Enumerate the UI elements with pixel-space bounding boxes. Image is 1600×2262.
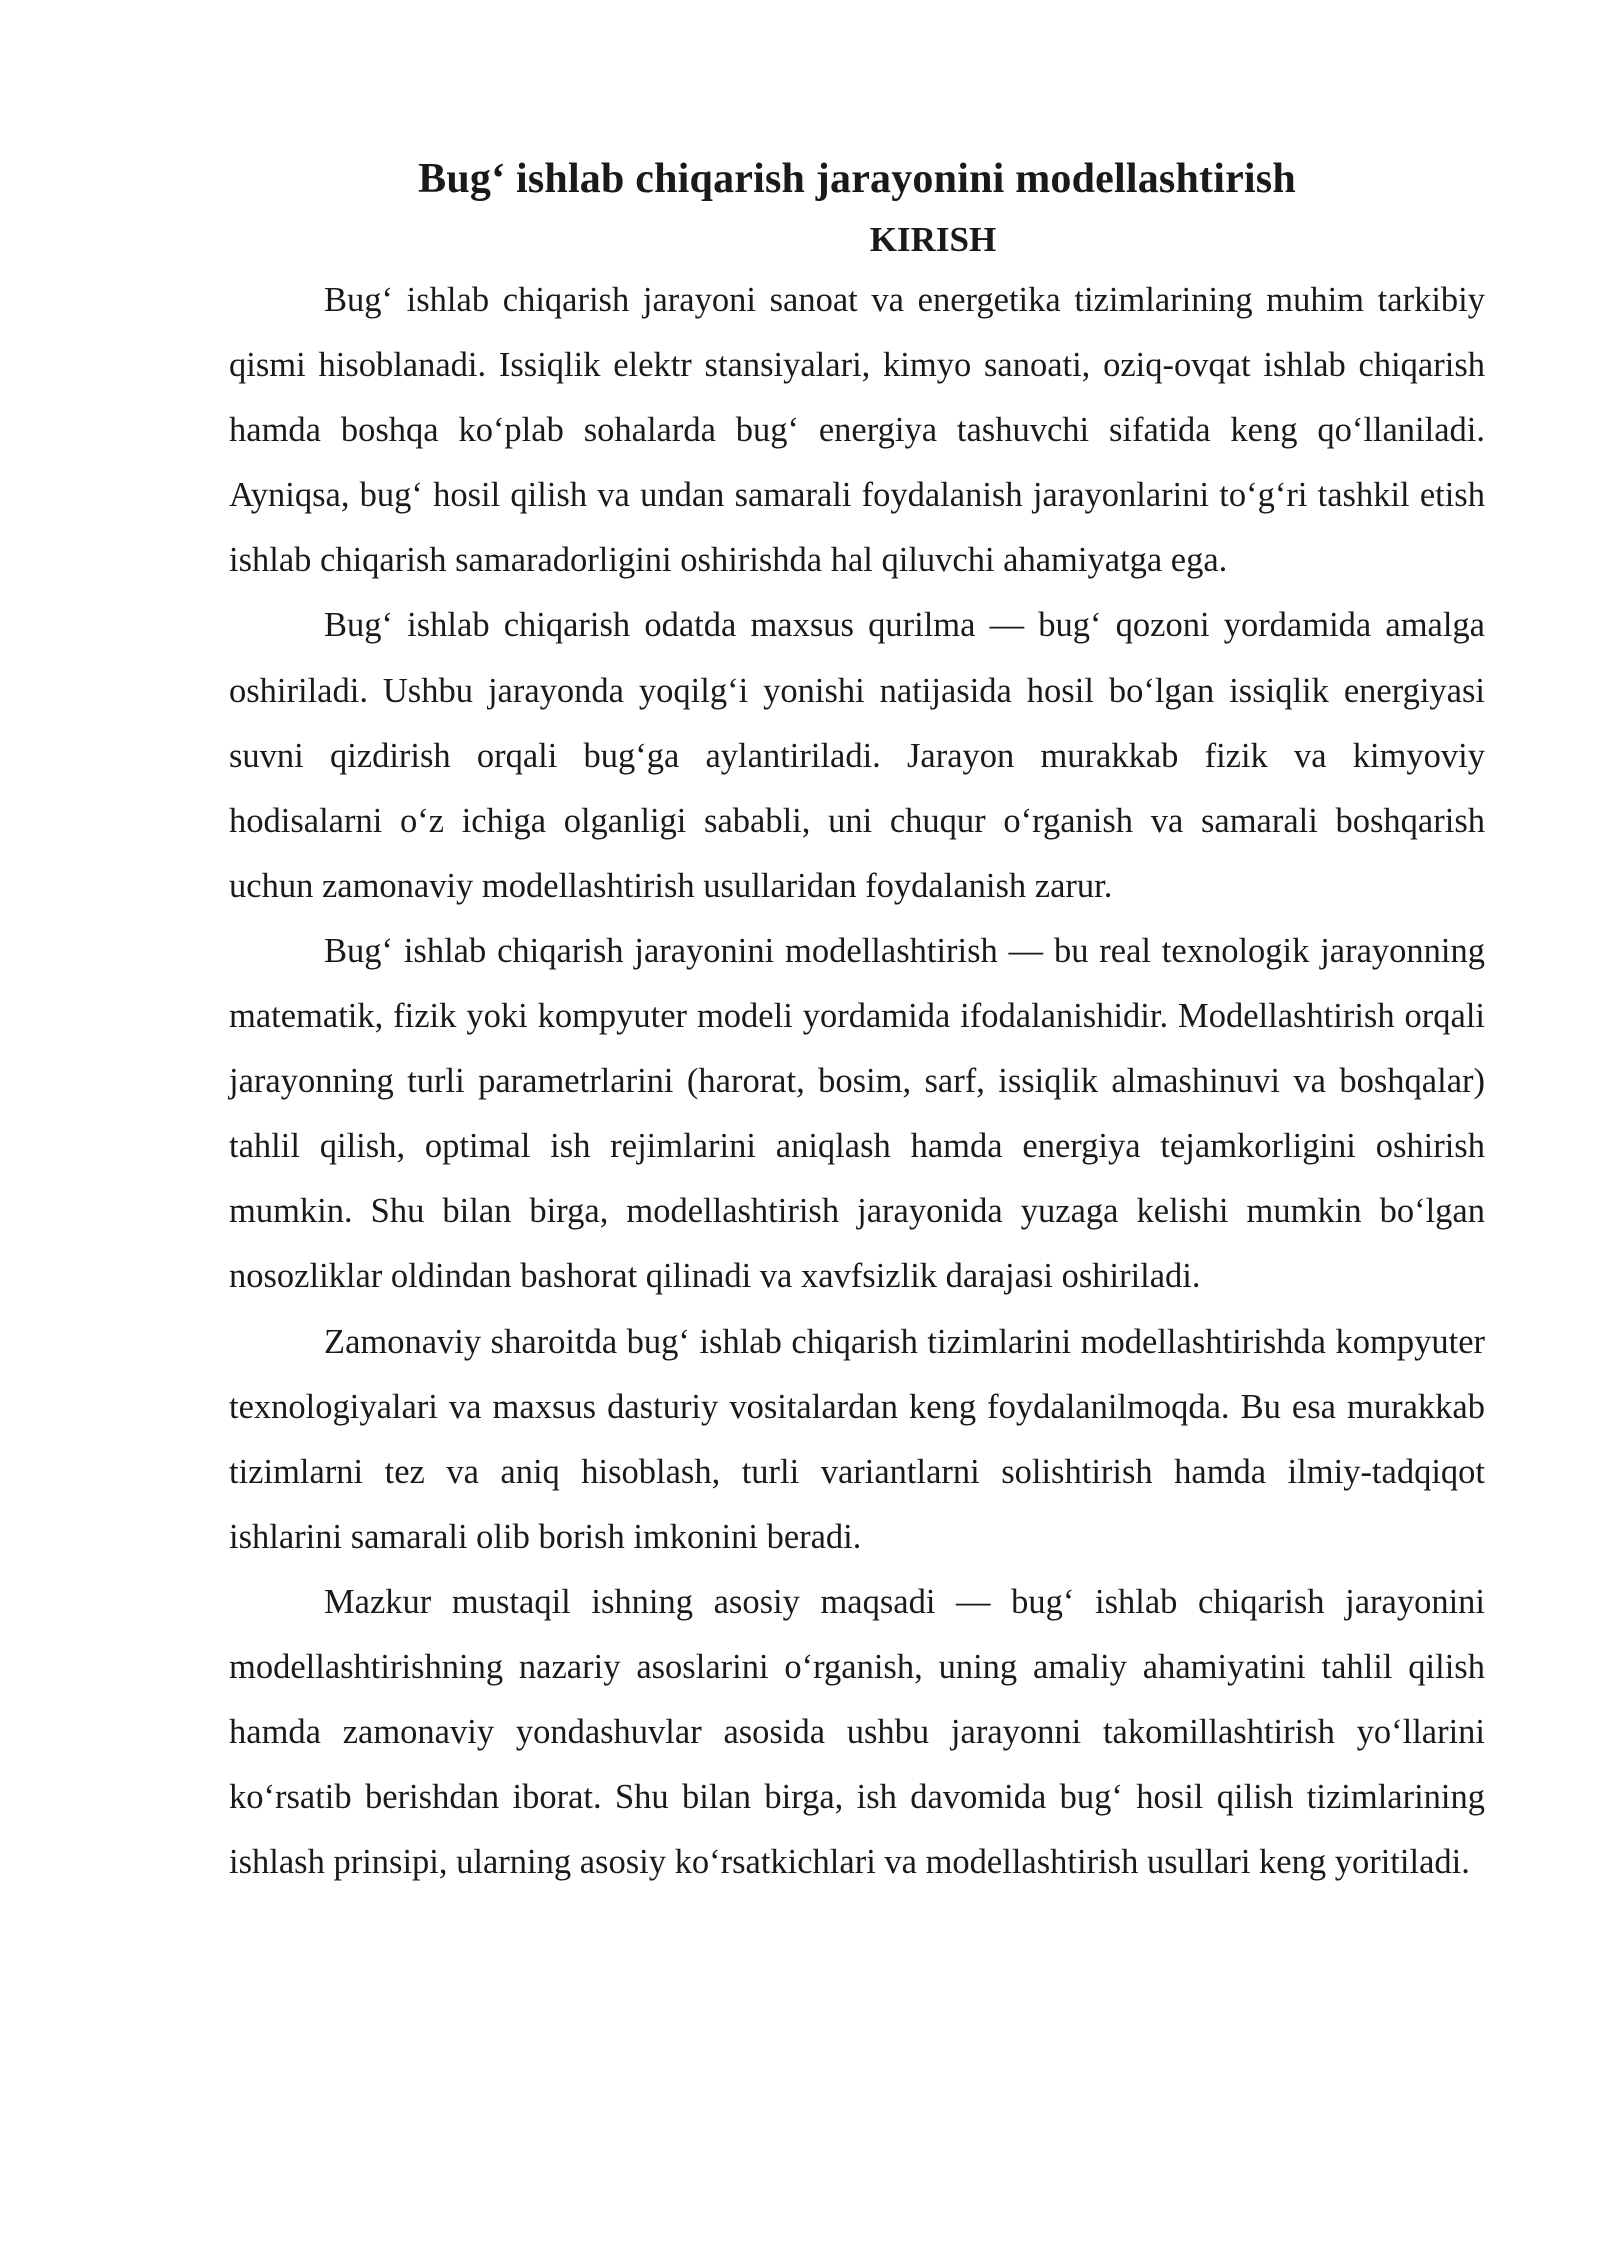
paragraph-2: Bug‘ ishlab chiqarish odatda maxsus qurilma — bug‘ qozoni yordamida amalga oshiriladi. Ushbu jarayonda yoqilg‘i yonishi natijasida hosil bo‘lgan issiqlik energiyasi suvni qizdirish orqali bug‘ga aylantiriladi. Jarayon murakkab fizik va kimyoviy hodisalarni o‘z ichiga olganligi sababli, uni chuqur o‘rganish va samarali boshqarish uchun zamonaviy modellashtirish usullaridan foydalanish zarur.	[229, 606, 1485, 905]
section-heading: KIRISH	[869, 220, 997, 259]
page-content	[229, 150, 1485, 1895]
paragraph-5: Mazkur mustaqil ishning asosiy maqsadi — bug‘ ishlab chiqarish jarayonini modellashtirishning nazariy asoslarini o‘rganish, uning amaliy ahamiyatini tahlil qilish hamda zamonaviy yondashuvlar asosida ushbu jarayonni takomillashtirish yo‘llarini ko‘rsatib berishdan iborat. Shu bilan birga, ish davomida bug‘ hosil qilish tizimlarining ishlash prinsipi, ularning asosiy ko‘rsatkichlari va modellashtirish usullari keng yoritiladi.	[229, 1582, 1485, 1882]
paragraph-1: Bug‘ ishlab chiqarish jarayoni sanoat va energetika tizimlarining muhim tarkibiy qismi hisoblanadi. Issiqlik elektr stansiyalari, kimyo sanoati, oziq-ovqat ishlab chiqarish hamda boshqa ko‘plab sohalarda bug‘ energiya tashuvchi sifatida keng qo‘llaniladi. Ayniqsa, bug‘ hosil qilish va undan samarali foydalanish jarayonlarini to‘g‘ri tashkil etish ishlab chiqarish samaradorligini oshirishda hal qiluvchi ahamiyatga ega.	[229, 281, 1485, 580]
paragraph-3: Bug‘ ishlab chiqarish jarayonini modellashtirish — bu real texnologik jarayonning matematik, fizik yoki kompyuter modeli yordamida ifodalanishidir. Modellashtirish orqali jarayonning turli parametrlarini (harorat, bosim, sarf, issiqlik almashinuvi va boshqalar) tahlil qilish, optimal ish rejimlarini aniqlash hamda energiya tejamkorligini oshirish mumkin. Shu bilan birga, modellashtirish jarayonida yuzaga kelishi mumkin bo‘lgan nosozliklar oldindan bashorat qilinadi va xavfsizlik darajasi oshiriladi.	[229, 931, 1485, 1296]
paragraph-4: Zamonaviy sharoitda bug‘ ishlab chiqarish tizimlarini modellashtirishda kompyuter texnologiyalari va maxsus dasturiy vositalardan keng foydalanilmoqda. Bu esa murakkab tizimlarni tez va aniq hisoblash, turli variantlarni solishtirish hamda ilmiy-tadqiqot ishlarini samarali olib borish imkonini beradi.	[229, 1322, 1485, 1556]
document-title: Bug‘ ishlab chiqarish jarayonini modellashtirish	[418, 156, 1296, 202]
